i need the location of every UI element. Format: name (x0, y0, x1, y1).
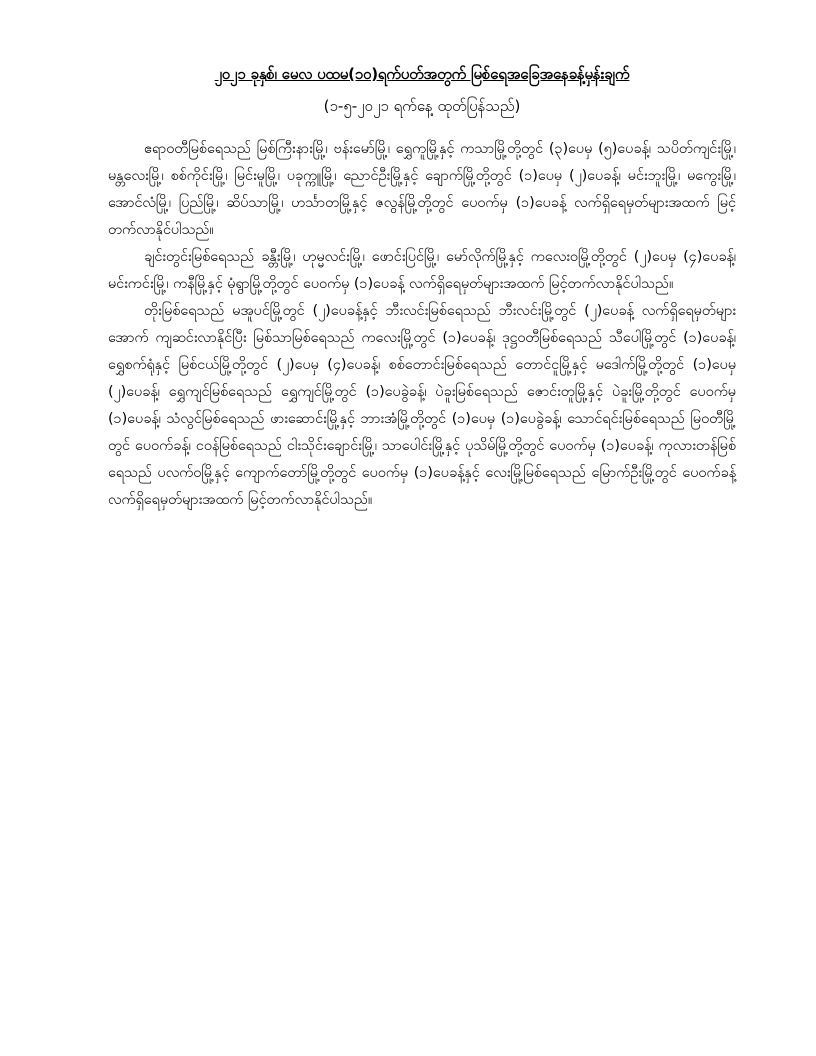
issue-date: (၁-၅-၂၀၂၁ ရက်နေ့ ထုတ်ပြန်သည်) (323, 97, 521, 115)
paragraph-ayeyarwady: ဧရာဝတီမြစ်ရေသည် မြစ်ကြီးနားမြို့၊ ဗန်းမော်မြို့၊ ရွှေကူမြို့နှင့် ကသာမြို့တို့တွင် (၃)ပေမှ (၅)ပေခန့်၊ သပိတ်ကျင်းမြို့၊ မန္တလေးမြို့၊ စစ်ကိုင်းမြို့၊ မြင်းမူမြို့၊ ပခုက္ကူမြို့၊ ညောင်ဦးမြို့နှင့် ချောက်မြို့တို့တွင် (၁)ပေမှ (၂)ပေခန့်၊ မင်းဘူးမြို့၊ မကွေးမြို့၊ အောင်လံမြို့၊ ပြည်မြို့၊ ဆိပ်သာမြို့၊ ဟင်္သာတမြို့နှင့် ဇလွန်မြို့တို့တွင် ပေဝက်မှ (၁)ပေခန့် လက်ရှိရေမှတ်များအထက် မြင့်တက်လာနိုင်ပါသည်။ (108, 141, 736, 238)
document-title: ၂၀၂၁ ခုနှစ်၊ မေလ ပထမ(၁၀)ရက်ပတ်အတွက် မြစ်ရေအခြေအနေခန့်မှန်းချက် (214, 65, 630, 83)
paragraph-chindwin: ချင်းတွင်းမြစ်ရေသည် ခန္တီးမြို့၊ ဟုမ္မလင်းမြို့၊ ဖောင်းပြင်မြို့၊ မော်လိုက်မြို့နှင့် ကလေးဝမြို့တို့တွင် (၂)ပေမှ (၄)ပေခန့်၊ မင်းကင်းမြို့၊ ကနီမြို့နှင့် မုံရွာမြို့တို့တွင် ပေဝက်မှ (၁)ပေခန့် လက်ရှိရေမှတ်များအထက် မြင့်တက်လာနိုင်ပါသည်။ (108, 249, 736, 292)
paragraph-other-rivers: တိုးမြစ်ရေသည် မအူပင်မြို့တွင် (၂)ပေခန့်နှင့် ဘီးလင်းမြစ်ရေသည် ဘီးလင်းမြို့တွင် (၂)ပေခန့် လက်ရှိရေမှတ်များအောက် ကျဆင်းလာနိုင်ပြီး မြစ်သာမြစ်ရေသည် ကလေးမြို့တွင် (၁)ပေခန့်၊ ဒုဋ္ဌဝတီမြစ်ရေသည် သီပေါမြို့တွင် (၁)ပေခန့်၊ ရွှေစက်ရုံနှင့် မြစ်ငယ်မြို့တို့တွင် (၂)ပေမှ (၄)ပေခန့်၊ စစ်တောင်းမြစ်ရေသည် တောင်ငူမြို့နှင့် မဒေါက်မြို့တို့တွင် (၁)ပေမှ (၂)ပေခန့်၊ ရွှေကျင်မြစ်ရေသည် ရွှေကျင်မြို့တွင် (၁)ပေခွဲခန့်၊ ပဲခူးမြစ်ရေသည် ဇောင်းတူမြို့နှင့် ပဲခူးမြို့တို့တွင် ပေဝက်မှ (၁)ပေခန့်၊ သံလွင်မြစ်ရေသည် ဖားဆောင်းမြို့နှင့် ဘားအံမြို့တို့တွင် (၁)ပေမှ (၁)ပေခွဲခန့်၊ သောင်ရင်းမြစ်ရေသည် မြဝတီမြို့တွင် ပေဝက်ခန့်၊ ငဝန်မြစ်ရေသည် ငါးသိုင်းချောင်းမြို့၊ သာပေါင်းမြို့နှင့် ပုသိမ်မြို့တို့တွင် ပေဝက်မှ (၁)ပေခန့်၊ ကုလားတန်မြစ်ရေသည် ပလက်ဝမြို့နှင့် ကျောက်တော်မြို့တို့တွင် ပေဝက်မှ (၁)ပေခန့်နှင့် လေးမြို့မြစ်ရေသည် မြောက်ဦးမြို့တွင် ပေဝက်ခန့် လက်ရှိရေမှတ်များအထက် မြင့်တက်လာနိုင်ပါသည်။ (108, 303, 736, 508)
document-page (108, 62, 736, 514)
